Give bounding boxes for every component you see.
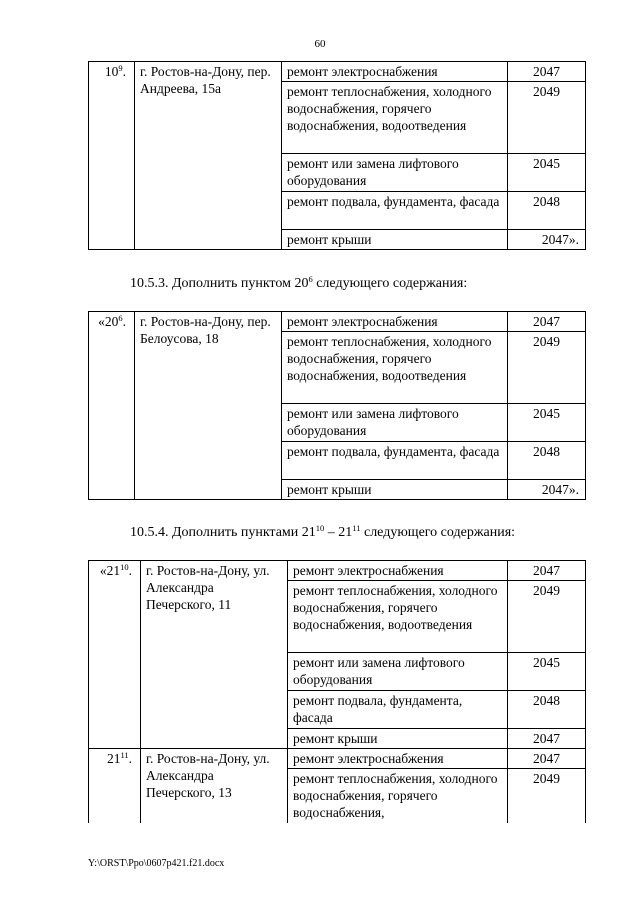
work-year: 2049	[508, 769, 586, 823]
item-address: г. Ростов-на-Дону, пер. Андреева, 15а	[135, 62, 282, 250]
item-number: «$20^6$.	[89, 312, 135, 500]
work-year: 2047	[508, 62, 586, 82]
work-year: 2047».	[508, 230, 586, 250]
work-type: ремонт подвала, фундамента, фасада	[282, 442, 508, 480]
work-type: ремонт электроснабжения	[282, 312, 508, 332]
work-type: ремонт крыши	[288, 729, 508, 749]
table-item-20-6	[88, 311, 586, 500]
work-year: 2049	[508, 332, 586, 404]
work-type: ремонт крыши	[282, 230, 508, 250]
work-type: ремонт электроснабжения	[282, 62, 508, 82]
table-row	[89, 312, 586, 332]
work-year: 2049	[508, 82, 586, 154]
item-address: г. Ростов-на-Дону, пер. Белоусова, 18	[135, 312, 282, 500]
work-type: ремонт подвала, фундамента, фасада	[282, 192, 508, 230]
table-row	[89, 62, 586, 82]
work-type: ремонт теплоснабжения, холодного водоснабжения, горячего водоснабжения, водоотведения	[288, 581, 508, 653]
work-year: 2048	[508, 691, 586, 729]
footer-file-path: Y:\ORST\Ppo\0607p421.f21.docx	[88, 858, 225, 869]
work-year: 2049	[508, 581, 586, 653]
work-type: ремонт или замена лифтового оборудования	[288, 653, 508, 691]
table-row	[89, 749, 586, 769]
work-year: 2047	[508, 729, 586, 749]
work-year: 2047	[508, 561, 586, 581]
page-number: 60	[314, 38, 326, 50]
paragraph-10-5-3: 10.5.3. Дополнить пунктом $20^6$ следующего содержания:	[130, 274, 468, 291]
work-type: ремонт или замена лифтового оборудования	[282, 404, 508, 442]
work-year: 2047	[508, 749, 586, 769]
item-address: г. Ростов-на-Дону, ул. Александра Печерского, 13	[141, 749, 288, 823]
work-type: ремонт крыши	[282, 480, 508, 500]
paragraph-10-5-4: 10.5.4. Дополнить пунктами $21^{10} - 21^{11}$ следующего содержания:	[130, 523, 516, 540]
work-type: ремонт теплоснабжения, холодного водоснабжения, горячего водоснабжения, водоотведения	[282, 82, 508, 154]
work-year: 2045	[508, 653, 586, 691]
item-address: г. Ростов-на-Дону, ул. Александра Печерского, 11	[141, 561, 288, 749]
item-number: «$21^{10}$.	[89, 561, 141, 749]
work-year: 2045	[508, 154, 586, 192]
table-row	[89, 561, 586, 581]
work-year: 2047	[508, 312, 586, 332]
work-type: ремонт или замена лифтового оборудования	[282, 154, 508, 192]
work-type: ремонт электроснабжения	[288, 561, 508, 581]
work-type: ремонт подвала, фундамента, фасада	[288, 691, 508, 729]
item-number: $21^{11}$.	[89, 749, 141, 823]
item-number: $10^9$.	[89, 62, 135, 250]
work-year: 2048	[508, 442, 586, 480]
work-type: ремонт электроснабжения	[288, 749, 508, 769]
work-year: 2048	[508, 192, 586, 230]
table-items-21	[88, 560, 586, 823]
work-year: 2047».	[508, 480, 586, 500]
work-type: ремонт теплоснабжения, холодного водоснабжения, горячего водоснабжения, водоотведения	[282, 332, 508, 404]
work-year: 2045	[508, 404, 586, 442]
table-item-10-9	[88, 61, 586, 250]
work-type: ремонт теплоснабжения, холодного водоснабжения, горячего водоснабжения,	[288, 769, 508, 823]
